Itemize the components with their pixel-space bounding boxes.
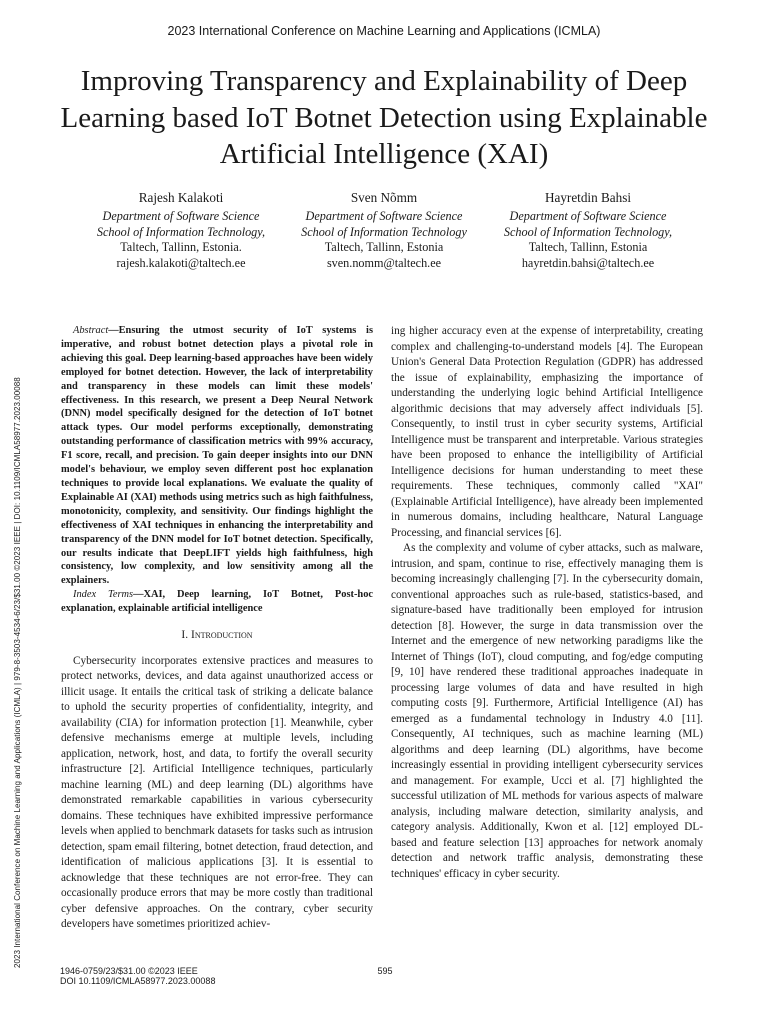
footer-copyright: [60, 966, 215, 986]
author-school: School of Information Technology: [301, 224, 467, 239]
footer-issn: 1946-0759/23/$31.00 ©2023 IEEE: [60, 966, 198, 976]
footer-doi: DOI 10.1109/ICMLA58977.2023.00088: [60, 976, 216, 986]
author-email: sven.nomm@taltech.ee: [326, 255, 442, 270]
section-heading: I. Introduction: [181, 629, 253, 642]
author-location: Taltech, Tallinn, Estonia.: [120, 240, 242, 255]
body-paragraph: ing higher accuracy even at the expense of interpretability, creating complex and challenging-to-understand models [4]. The European Union's General Data Protection Regulation (GDPR) has addressed the issue of explainability, emphasizing the importance of understanding the underlying logic behind Artificial Intelligence algorithmic decisions that may adversely affect individuals [5]. Consequently, to instil trust in cyber security systems, Artificial Intelligence must be transparent and interpretable. Various strategies have been proposed to enhance the intelligibility of Artificial Intelligence decisions for human understanding to meet these requirements. These techniques, commonly called "XAI" (Explainable Artificial Intelligence), have already been implemented in numerous domains, including healthcare, Natural Language Processing, and financial services [6].: [391, 325, 703, 539]
author-location: Taltech, Tallinn, Estonia: [324, 240, 444, 255]
author-name: Hayretdin Bahsi: [544, 190, 632, 205]
abstract: [61, 324, 373, 588]
author-name: Sven Nõmm: [350, 190, 418, 205]
author-location: Taltech, Tallinn, Estonia: [528, 240, 648, 255]
author-name: Rajesh Kalakoti: [138, 190, 224, 205]
doi-sidebar: 2023 International Conference on Machine Learning and Applications (ICMLA) | 979-8-3503-4534-6/23/$31.00 ©2023 IEEE | DOI: 10.1109/ICMLA58977.2023.00088: [13, 377, 22, 968]
abstract-label: Abstract: [73, 325, 109, 336]
index-terms-text: —XAI, Deep learning, IoT Botnet, Post-hoc explanation, explainable artificial intelligence: [61, 589, 374, 615]
right-column: [391, 324, 703, 882]
author-email: rajesh.kalakoti@taltech.ee: [116, 255, 246, 270]
body-paragraph: As the complexity and volume of cyber attacks, such as malware, intrusion, and spam, continue to rise, effectively managing them is becoming increasingly challenging [7]. In the cybersecurity domain, conventional approaches such as rule-based, statistics-based, and signature-based have traditionally been employed for intrusion detection [8]. However, the surge in data transmission over the Internet and the emergence of new networking paradigms like the Internet of Things (IoT), cloud computing, and fog/edge computing [9, 10] have rendered these traditional approaches inadequate in processing large volumes of data and have resulted in high computing costs [9]. Furthermore, Artificial Intelligence (AI) has emerged as a fundamental technology in Industry 4.0 [11]. Consequently, AI techniques, such as machine learning (ML) algorithms and deep learning (DL) algorithms, have become increasingly essential in providing intelligent cybersecurity services and management. For example, Ucci et al. [7] highlighted the successful utilization of ML methods for various aspects of malware analysis, including malware detection, similarity analysis, and category analysis. Additionally, Kwon et al. [12] employed DL-based and feature selection [13] approaches for network anomaly detection and network traffic analysis, demonstrating these techniques' efficacy in cyber security.: [391, 542, 703, 880]
conference-header: 2023 International Conference on Machine Learning and Applications (ICMLA): [167, 24, 601, 38]
index-terms: [61, 588, 373, 616]
paper-title: Improving Transparency and Explainability of Deep Learning based IoT Botnet Detection using Explainable Artificial Intelligence (XAI): [60, 65, 708, 170]
author-block-1: [76, 190, 286, 271]
intro-paragraph: Cybersecurity incorporates extensive practices and measures to protect networks, devices, and data against unauthorized access or illicit usage. It entails the critical task of striking a delicate balance to uphold the security properties of confidentiality, integrity, and availability (CIA) for information protection [1]. Meanwhile, cyber defensive mechanisms emerge at multiple levels, including application, network, host, and data, to fortify the overall security infrastructure [2]. Artificial Intelligence techniques, particularly machine learning (ML) and deep learning (DL) algorithms have demonstrated remarkable capabilities in various cybersecurity domains. These techniques have exhibited impressive performance levels when applied to benchmark datasets for tasks such as intrusion detection, spam email filtering, botnet detection, fraud detection, and identification of malicious applications [3]. It is essential to acknowledge that these techniques are not error-free. They can occasionally produce errors that may be more costly than traditional cyber defensive approaches. On the contrary, cyber security developers have sometimes prioritized achiev-: [61, 654, 373, 931]
author-department: Department of Software Science: [509, 209, 667, 224]
left-column: [61, 324, 373, 933]
abstract-text: —Ensuring the utmost security of IoT systems is imperative, and robust botnet detection plays a pivotal role in achieving this goal. Deep learning-based approaches have been widely employed for botnet detection. However, the lack of interpretability and transparency in these models can limit these models' effectiveness. In this research, we present a Deep Neural Network (DNN) model specifically designed for the detection of IoT botnet attack types. Our model performs exceptionally, demonstrating outstanding performance of classification metrics with 99% accuracy, F1 score, recall, and precision. To gain deeper insights into our DNN model's behaviour, we employ seven different post hoc explanation techniques to provide local explanations. We evaluate the quality of Explainable AI (XAI) methods using metrics such as high faithfulness, monotonicity, complexity, and sensitivity. Our findings highlight the effectiveness of XAI techniques in enhancing the interpretability and transparency of the DNN model for IoT botnet detection. Specifically, our results indicate that DeepLIFT yields high faithfulness, high consistency, low complexity, and low sensitivity among all the explainers.: [61, 325, 373, 587]
author-department: Department of Software Science: [305, 209, 463, 224]
author-email: hayretdin.bahsi@taltech.ee: [521, 255, 655, 270]
author-department: Department of Software Science: [102, 209, 260, 224]
page-number: 595: [377, 966, 393, 976]
author-block-3: [483, 190, 693, 271]
author-block-2: [279, 190, 489, 271]
index-terms-label: Index Terms: [73, 589, 134, 601]
author-school: School of Information Technology,: [96, 224, 266, 239]
author-school: School of Information Technology,: [503, 224, 673, 239]
